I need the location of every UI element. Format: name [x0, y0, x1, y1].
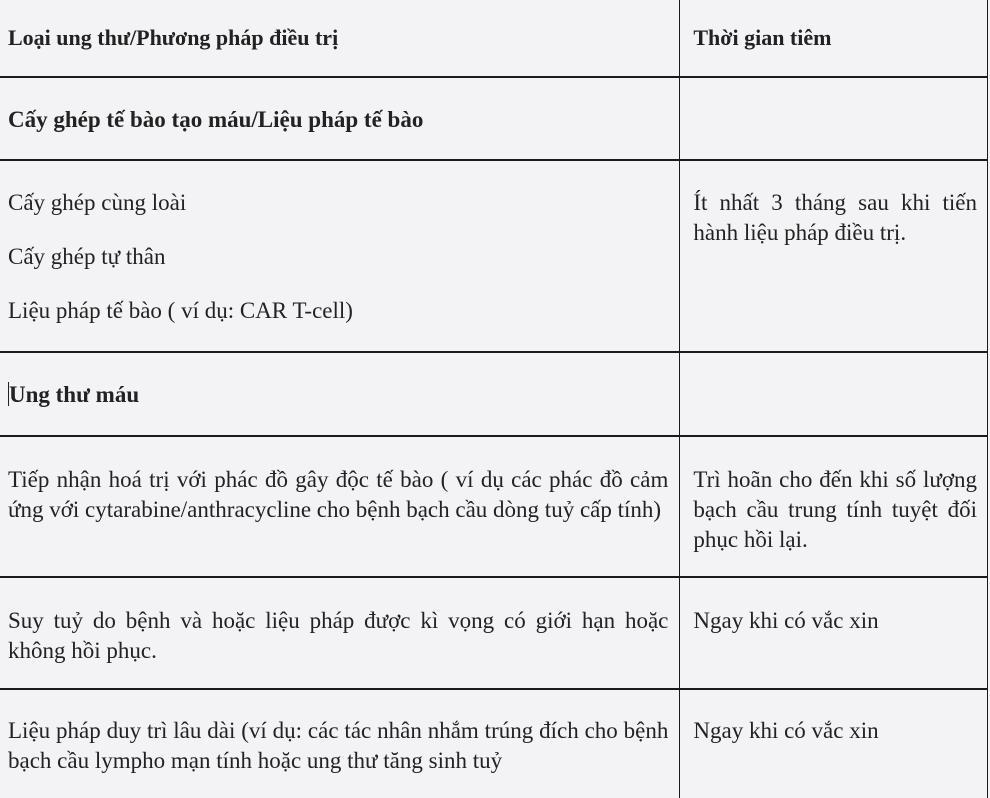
section-cell-blood-cancer [0, 352, 680, 436]
section-row-stem-cell [0, 77, 988, 160]
header-timing: Thời gian tiêm [693, 25, 832, 50]
chemo-treatment: Tiếp nhận hoá trị với phác đồ gây độc tế bào ( ví dụ các phác đồ cảm ứng với cytarabine/anthracycline cho bệnh bạch cầu dòng tuỷ cấp tính) [8, 467, 669, 522]
section-cell-stem-cell [0, 77, 680, 160]
marrow-treatment: Suy tuỷ do bệnh và hoặc liệu pháp được kì vọng có giới hạn hoặc không hồi phục. [8, 608, 669, 663]
transplant-timing: Ít nhất 3 tháng sau khi tiến hành liệu pháp điều trị. [693, 190, 977, 245]
table-row-maintenance [0, 689, 988, 798]
maintenance-treatment-cell [0, 689, 680, 798]
chemo-timing-cell [680, 436, 988, 577]
chemo-treatment-cell [0, 436, 680, 577]
table-row-marrow [0, 577, 988, 689]
maintenance-treatment: Liệu pháp duy trì lâu dài (ví dụ: các tác nhân nhắm trúng đích cho bệnh bạch cầu lympho mạn tính hoặc ung thư tăng sinh tuỷ [8, 718, 669, 773]
list-item: Cấy ghép tự thân [8, 244, 166, 269]
list-item: Liệu pháp tế bào ( ví dụ: CAR T-cell) [8, 298, 353, 323]
table-row-transplant [0, 160, 988, 352]
transplant-timing-cell [680, 160, 988, 352]
section-cell-empty [680, 77, 988, 160]
section-row-blood-cancer [0, 352, 988, 436]
marrow-treatment-cell [0, 577, 680, 689]
header-cell-cancer-type [0, 0, 680, 77]
table-header-row [0, 0, 988, 77]
table-row-chemo [0, 436, 988, 577]
transplant-items-cell [0, 160, 680, 352]
chemo-timing: Trì hoãn cho đến khi số lượng bạch cầu trung tính tuyệt đối phục hồi lại. [693, 467, 977, 552]
marrow-timing: Ngay khi có vắc xin [693, 608, 879, 633]
section-title-blood-cancer: Ung thư máu [9, 382, 140, 407]
header-cancer-type: Loại ung thư/Phương pháp điều trị [8, 25, 339, 50]
marrow-timing-cell [680, 577, 988, 689]
section-title-stem-cell: Cấy ghép tế bào tạo máu/Liệu pháp tế bào [8, 107, 424, 132]
maintenance-timing: Ngay khi có vắc xin [693, 718, 879, 743]
maintenance-timing-cell [680, 689, 988, 798]
header-cell-timing [680, 0, 988, 77]
list-item: Cấy ghép cùng loài [8, 190, 187, 215]
section-cell-empty [680, 352, 988, 436]
